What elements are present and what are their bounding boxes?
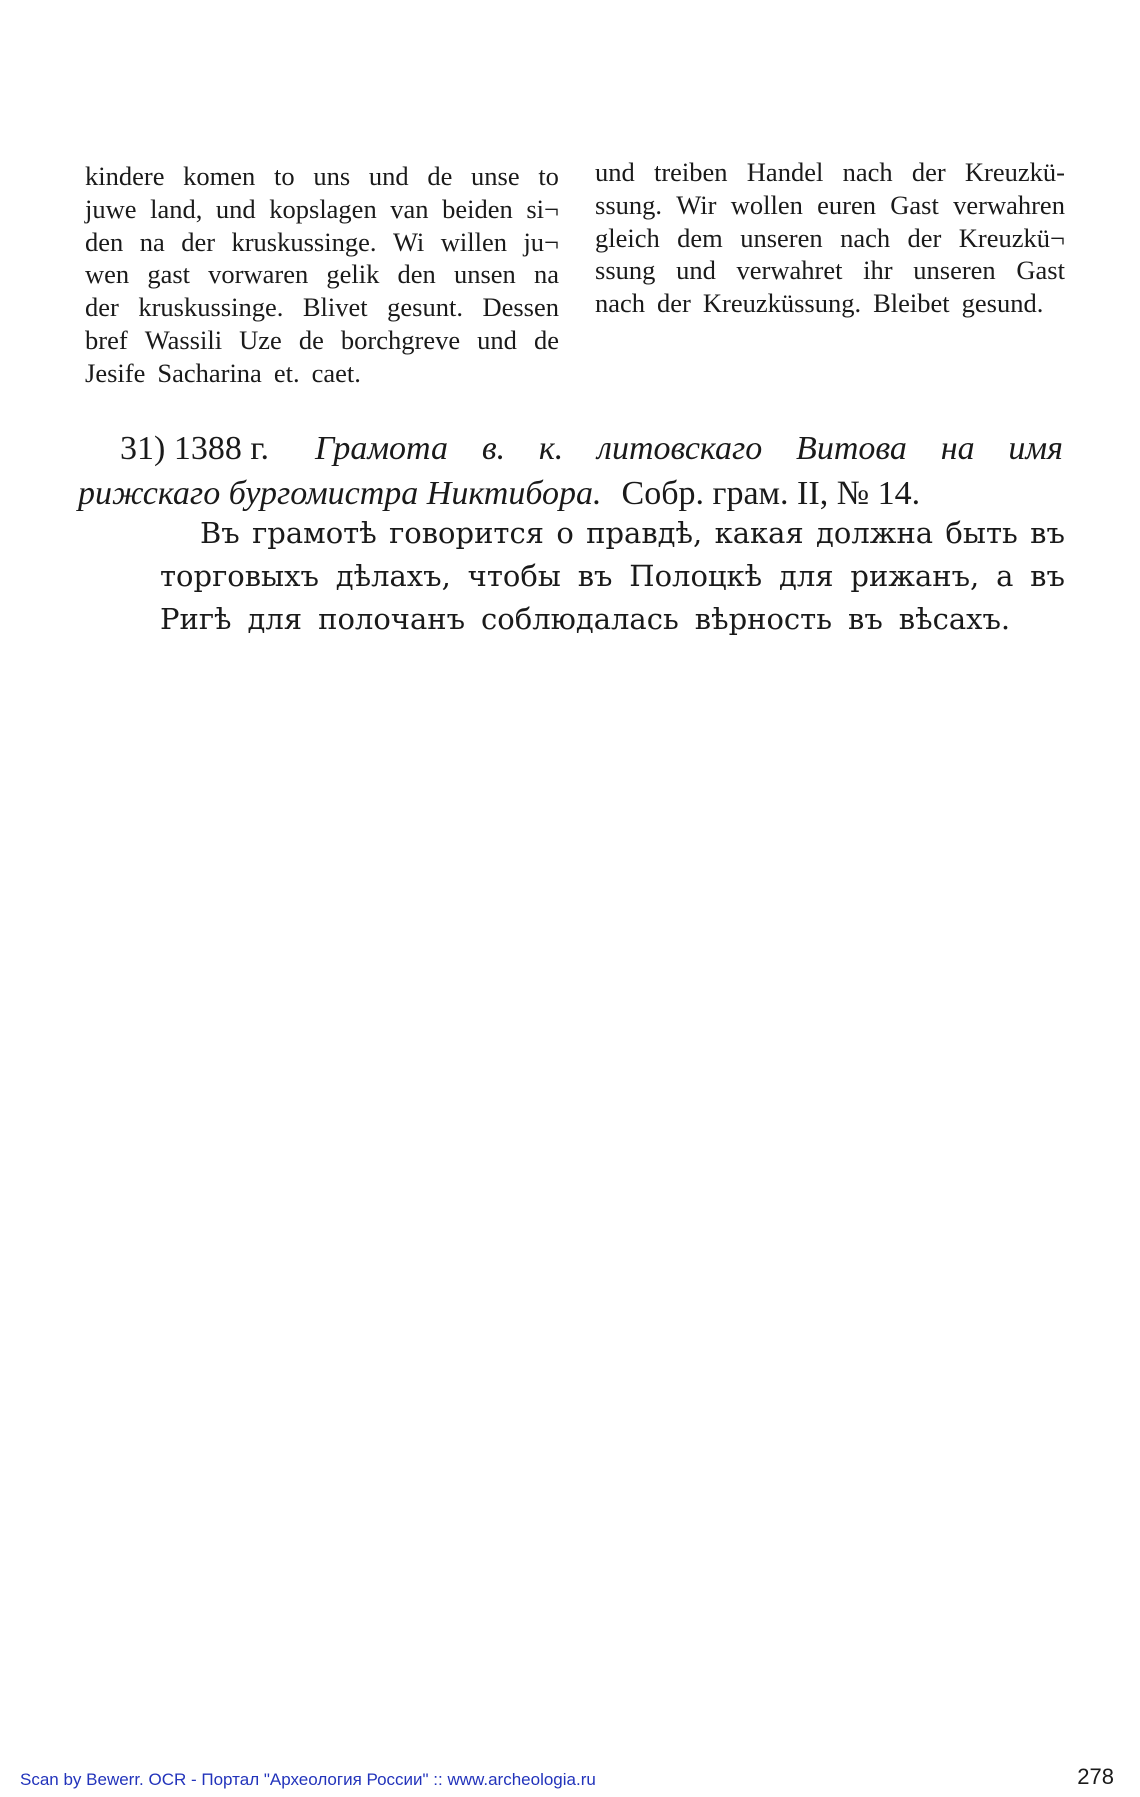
entry-title-line-2: рижскаго бургомистра Никтибора. [78,475,602,512]
right-column-line: und treiben Handel nach der Kreuzkü- [595,157,1065,187]
entry-heading-line-2 [78,471,1063,516]
left-column-line: den na der kruskussinge. Wi willen ju¬ [85,226,559,257]
left-column-line: Jesife Sacharina et. caet. [85,357,361,388]
right-column-line: ssung und verwahret ihr unseren Gast [595,255,1065,286]
scan-credit: Scan by Bewerr. OCR - Портал "Археология России" :: www.archeologia.ru [20,1770,596,1789]
entry-summary [160,512,1065,641]
document-entry-heading [78,426,1063,516]
left-column-old-german-text [85,160,559,390]
summary-line: Ригѣ для полочанъ соблюдалась вѣрность въ вѣсахъ. [160,602,1011,636]
page-number: 278 [1077,1764,1114,1789]
entry-heading-line-1 [78,426,1063,471]
entry-title-line-1: Грамота в. к. литовскаго Витова на имя [314,430,1063,467]
summary-line: торговыхъ дѣлахъ, чтобы въ Полоцкѣ для рижанъ, а въ [160,559,1065,593]
right-column-line: gleich dem unseren nach der Kreuzkü¬ [595,222,1065,253]
left-column-line: kindere komen to uns und de unse to [85,161,559,191]
left-column-line: bref Wassili Uze de borchgreve und de [85,324,559,355]
summary-line: Въ грамотѣ говорится о правдѣ, какая должна быть въ [200,516,1065,550]
right-column-line: ssung. Wir wollen euren Gast verwahren [595,189,1065,220]
right-column-line: nach der Kreuzküssung. Bleibet gesund. [595,288,1044,319]
left-column-line: wen gast vorwaren gelik den unsen na [85,259,559,290]
right-column-german-translation [595,156,1065,320]
left-column-line: juwe land, und kopslagen van beiden si¬ [85,193,559,224]
entry-number-year: 31) 1388 г. [120,430,269,467]
entry-source: Собр. грам. II, № 14. [621,475,921,512]
left-column-line: der kruskussinge. Blivet gesunt. Dessen [85,292,559,323]
